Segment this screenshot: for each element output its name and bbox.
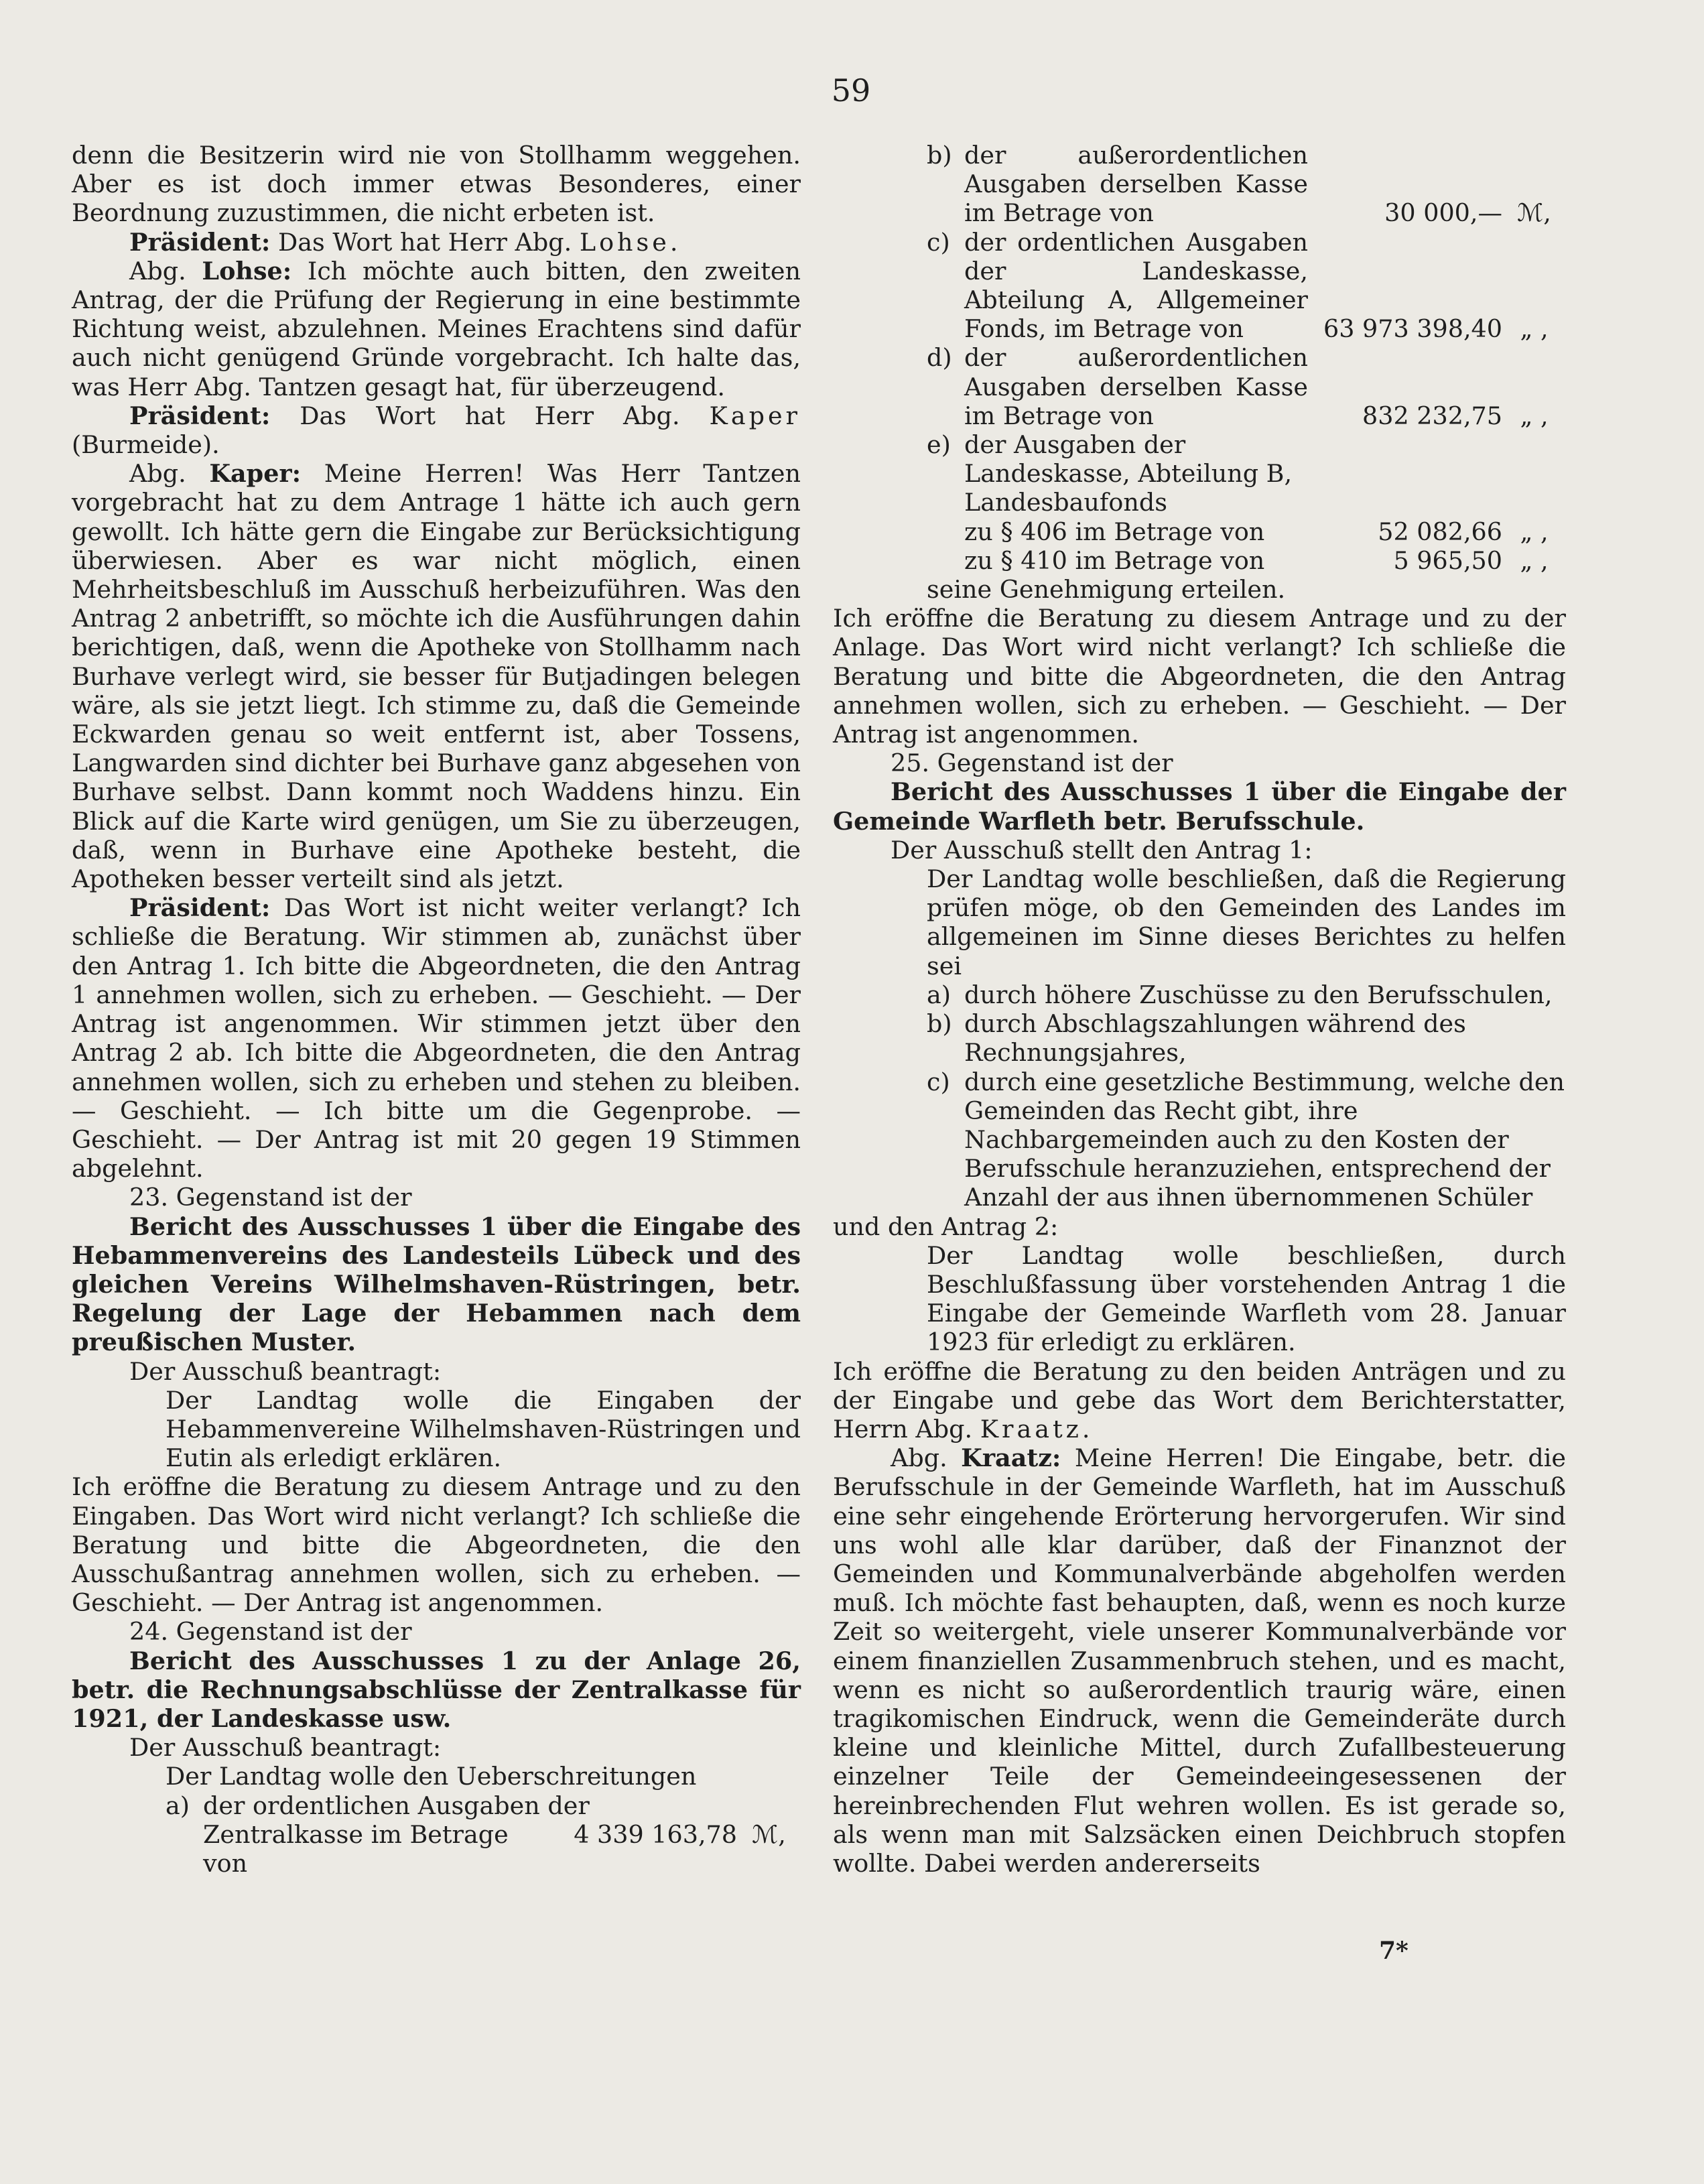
currency-unit: „ , <box>1520 545 1549 575</box>
item-text: zu § 410 im Betrage von <box>964 545 1265 575</box>
paragraph-text: Abg. <box>891 1443 962 1473</box>
budget-item-a-row <box>166 1791 801 1820</box>
paragraph: und den Antrag 2: <box>833 1212 1059 1241</box>
agenda-heading-23: Bericht des Ausschusses 1 über die Eingabe des Hebammenvereins des Landesteils Lübeck und des gleichen Vereins Wilhelmshaven-Rüstringen, betr. Regelung der Lage der Hebammen nach dem preußischen Muster. <box>72 1212 801 1357</box>
item-label: b) <box>927 141 952 170</box>
paragraph: Der Ausschuß beantragt: <box>129 1733 442 1762</box>
agenda-item-intro: 23. Gegenstand ist der <box>129 1183 412 1212</box>
motion-text: Der Landtag wolle beschließen, daß die Regierung prüfen möge, ob den Gemeinden des Landes im allgemeinen im Sinne dieses Berichtes zu helfen sei <box>927 864 1566 980</box>
paragraph: Ich eröffne die Beratung zu diesem Antrage und zu den Eingaben. Das Wort wird nicht verlangt? Ich schließe die Beratung und bitte die Abgeordneten, die den Ausschußantrag annehmen wollen, sich zu erheben. — Geschieht. — Der Antrag ist angenommen. <box>72 1472 801 1618</box>
paragraph <box>833 1443 1566 1878</box>
item-text: durch Abschlagszahlungen während des Rechnungsjahres, <box>964 1009 1466 1068</box>
paragraph <box>72 257 801 401</box>
amount: 63 973 398,40 <box>1323 314 1502 344</box>
item-label: e) <box>927 430 951 460</box>
page-number: 59 <box>831 72 871 109</box>
paragraph-text: Meine Herren! Die Eingabe, betr. die Berufsschule in der Gemeinde Warfleth, hat im Ausschuß eine sehr eingehende Erörterung hervorgerufen. Wir sind uns wohl alle klar darüber, daß der Finanznot der Gemeinden und Kommunalverbände abgeholfen werden muß. Ich möchte fast behaupten, daß, wenn es noch kurze Zeit so weitergeht, viele unserer Kommunalverbände vor einem finanziellen Zusammenbruch stehen, und es macht, wenn es nicht so außerordentlich traurig wäre, einen tragikomischen Eindruck, wenn die Gemeinderäte durch kleine und kleinliche Mittel, durch Zufallbesteuerung einzelner Teile der Gemeindeeingesessenen der hereinbrechenden Flut wehren wollen. Es ist gerade so, als wenn man mit Salzsäcken einen Deichbruch stopfen wollte. Dabei werden andererseits <box>833 1443 1567 1878</box>
item-text: durch höhere Zuschüsse zu den Berufsschulen, <box>964 980 1553 1009</box>
paragraph-text: Meine Herren! Was Herr Tantzen vorgebracht hat zu dem Antrage 1 hätte ich auch gern gewollt. Ich hätte gern die Eingabe zur Berücksichtigung überwiesen. Aber es war nicht möglich, einen Mehrheitsbeschluß im Ausschuß herbeizuführen. Was den Antrag 2 anbetrifft, so möchte ich die Ausführungen dahin berichtigen, daß, wenn die Apotheke von Stollhamm nach Burhave verlegt wird, sie besser für Butjadingen belegen wäre, als sie jetzt liegt. Ich stimme zu, daß die Gemeinde Eckwarden genau so weit entfernt ist, aber Tossens, Langwarden sind dichter bei Burhave ganz abgesehen von Burhave selbst. Dann kommt noch Waddens hinzu. Ein Blick auf die Karte wird genügen, um Sie zu überzeugen, daß, wenn in Burhave eine Apotheke besteht, die Apotheken besser verteilt sind als jetzt. <box>72 459 801 894</box>
speaker-label: Präsident: <box>129 401 271 430</box>
paragraph <box>72 401 801 459</box>
speaker-name: Kaper <box>709 401 801 430</box>
item-text: der außerordentlichen Ausgaben derselben Kasse im Betrage von <box>964 343 1308 430</box>
agenda-heading-25: Bericht des Ausschusses 1 über die Eingabe der Gemeinde Warfleth betr. Berufsschule. <box>833 777 1566 836</box>
budget-item-c <box>927 228 1566 344</box>
currency-unit: „ , <box>1520 314 1549 344</box>
budget-item-e <box>927 430 1566 575</box>
item-text: der außerordentlichen Ausgaben derselben Kasse im Betrage von <box>964 141 1308 228</box>
item-body <box>964 141 1566 228</box>
speaker-label: Kaper: <box>209 459 302 489</box>
currency-unit: ℳ, <box>1517 198 1551 228</box>
paragraph-text: Abg. <box>129 256 202 285</box>
paragraph <box>72 459 801 893</box>
item-body <box>964 343 1566 430</box>
speaker-label: Präsident: <box>129 893 271 923</box>
currency-unit: „ , <box>1520 517 1549 546</box>
paragraph-text: Ich möchte auch bitten, den zweiten Antrag, der die Prüfung der Regierung in eine bestimmte Richtung weist, abzulehnen. Meines Erachtens sind dafür auch nicht genügend Gründe vorgebracht. Ich halte das, was Herr Abg. Tantzen gesagt hat, für überzeugend. <box>72 256 801 401</box>
sub-item-b <box>927 1009 1566 1067</box>
paragraph <box>72 228 801 257</box>
item-amount-row <box>964 228 1566 344</box>
paragraph-text: Das Wort hat Herr Abg. <box>270 401 710 430</box>
sub-item-c <box>927 1068 1566 1212</box>
paragraph: Der Ausschuß beantragt: <box>129 1356 442 1386</box>
left-column <box>72 141 801 1878</box>
paragraph <box>833 1357 1566 1444</box>
item-body <box>964 228 1566 344</box>
budget-item-d <box>927 343 1566 430</box>
motion-1 <box>833 864 1566 1212</box>
motion-text: Der Landtag wolle die Eingaben der Hebammenvereine Wilhelmshaven-Rüstringen und Eutin als erledigt erklären. <box>166 1385 801 1473</box>
budget-item-b <box>927 141 1566 228</box>
speaker-label: Lohse: <box>202 256 292 285</box>
paragraph-text: Das Wort ist nicht weiter verlangt? Ich schließe die Beratung. Wir stimmen ab, zunächst über den Antrag 1. Ich bitte die Abgeordneten, die den Antrag 1 annehmen wollen, sich zu erheben. — Geschieht. — Der Antrag ist angenommen. Wir stimmen jetzt über den Antrag 2 ab. Ich bitte die Abgeordneten, die den Antrag annehmen wollen, sich zu erheben und stehen zu bleiben. — Geschieht. — Ich bitte um die Gegenprobe. — Geschieht. — Der Antrag ist mit 20 gegen 19 Stimmen abgelehnt. <box>72 893 801 1183</box>
paragraph-text: . <box>1082 1414 1090 1443</box>
item-text: der ordentlichen Ausgaben der Landeskasse, Abteilung A, Allgemeiner Fonds, im Betrage von <box>964 227 1308 344</box>
paragraph: denn die Besitzerin wird nie von Stollhamm weggehen. Aber es ist doch immer etwas Besonderes, einer Beordnung zuzustimmen, die nicht erbeten ist. <box>72 141 801 228</box>
paragraph: Der Ausschuß stellt den Antrag 1: <box>891 835 1313 864</box>
speaker-name: Kraatz <box>980 1414 1082 1443</box>
agenda-item-intro: 25. Gegenstand ist der <box>891 749 1173 778</box>
sub-item-a <box>927 980 1566 1009</box>
motion-text: Der Landtag wolle beschließen, durch Beschlußfassung über vorstehenden Antrag 1 die Eingabe der Gemeinde Warfleth vom 28. Januar 1923 für erledigt zu erklären. <box>927 1240 1566 1357</box>
paragraph-text: Das Wort hat Herr Abg. <box>270 227 580 257</box>
item-text: zu § 406 im Betrage von <box>964 517 1265 546</box>
speaker-label: Präsident: <box>129 227 271 257</box>
signature-mark: 7* <box>1379 1937 1408 1965</box>
item-amount-row <box>964 343 1566 430</box>
item-amount-row <box>964 546 1566 575</box>
paragraph-text: . <box>669 227 678 257</box>
currency-unit: ℳ, <box>752 1819 786 1849</box>
amount: 5 965,50 <box>1393 545 1502 575</box>
paragraph: seine Genehmigung erteilen. <box>927 575 1286 604</box>
item-text: Zentralkasse im Betrage von <box>203 1819 509 1878</box>
agenda-item-intro: 24. Gegenstand ist der <box>129 1617 412 1647</box>
paragraph-text: (Burmeide). <box>72 430 220 460</box>
item-label: b) <box>927 1009 952 1039</box>
paragraph <box>72 893 801 1183</box>
item-label: c) <box>927 1067 950 1096</box>
item-text: durch eine gesetzliche Bestimmung, welche den Gemeinden das Recht gibt, ihre Nachbargemeinden auch zu den Kosten der Berufsschule heranzuziehen, entsprechend der Anzahl der aus ihnen übernommenen Schüler <box>964 1067 1565 1212</box>
item-text: der Ausgaben der Landeskasse, Abteilung B, Landesbaufonds <box>964 430 1293 517</box>
item-body <box>964 430 1566 575</box>
item-amount-row <box>964 141 1566 228</box>
item-label: a) <box>927 980 952 1009</box>
item-text: der ordentlichen Ausgaben der <box>203 1791 590 1820</box>
paragraph-text: Ich eröffne die Beratung zu den beiden Anträgen und zu der Eingabe und gebe das Wort dem Berichterstatter, Herrn Abg. <box>833 1356 1566 1443</box>
right-column <box>833 141 1566 1878</box>
currency-unit: „ , <box>1520 401 1549 430</box>
amount: 832 232,75 <box>1362 401 1502 430</box>
amount: 4 339 163,78 <box>574 1819 737 1849</box>
amount: 52 082,66 <box>1378 517 1502 546</box>
speaker-name: Lohse <box>579 227 670 257</box>
item-amount-row <box>964 517 1566 546</box>
item-label: d) <box>927 343 952 373</box>
amount: 30 000,— <box>1384 198 1502 228</box>
motion-text: Der Landtag wolle den Ueberschreitungen <box>166 1762 697 1791</box>
item-label: c) <box>927 227 950 257</box>
speaker-label: Kraatz: <box>961 1443 1061 1473</box>
paragraph: Ich eröffne die Beratung zu diesem Antrage und zu der Anlage. Das Wort wird nicht verlangt? Ich schließe die Beratung und bitte die Abgeordneten, die den Antrag annehmen wollen, sich zu erheben. — Geschieht. — Der Antrag ist angenommen. <box>833 604 1566 749</box>
budget-items <box>833 141 1566 604</box>
agenda-heading-24: Bericht des Ausschusses 1 zu der Anlage 26, betr. die Rechnungsabschlüsse der Zentralkasse für 1921, der Landeskasse usw. <box>72 1646 801 1733</box>
paragraph-text: Abg. <box>129 459 210 489</box>
budget-item-a <box>72 1791 801 1878</box>
item-label: a) <box>166 1791 190 1820</box>
budget-item-a-amount-row <box>166 1820 801 1878</box>
